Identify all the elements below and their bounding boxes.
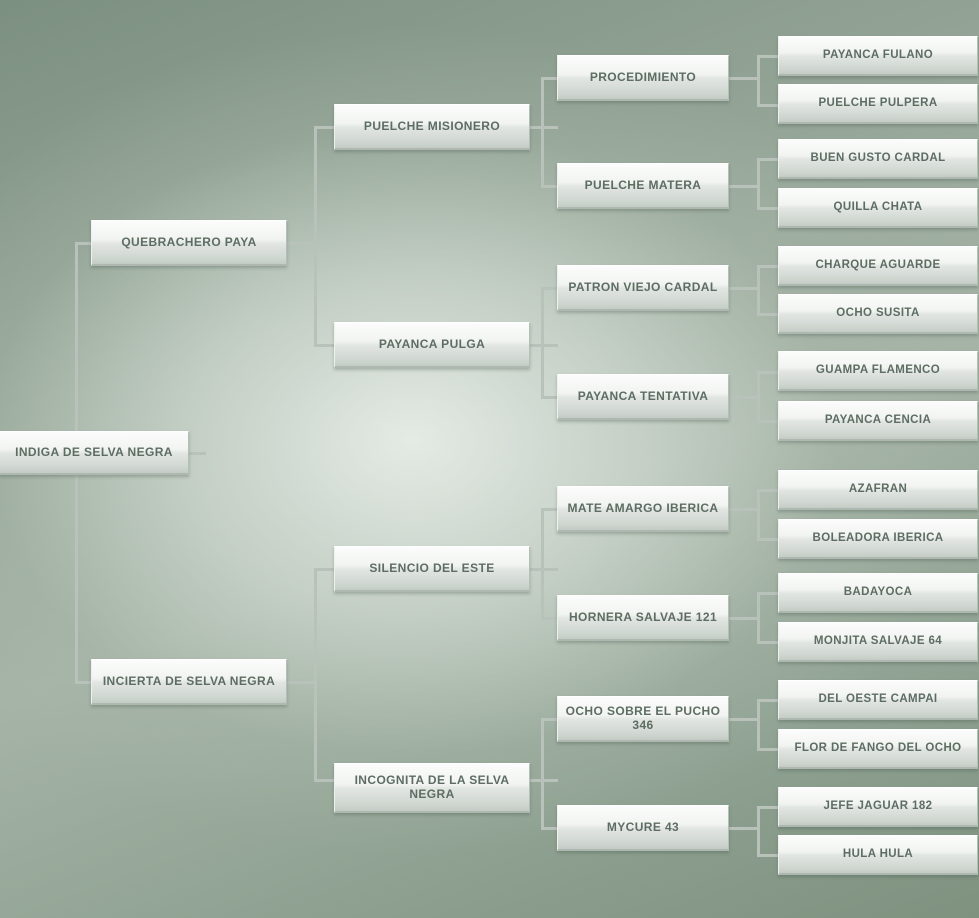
node-label: INDIGA DE SELVA NEGRA: [15, 444, 173, 459]
node-gen4-0[interactable]: [778, 36, 978, 76]
connector: [541, 617, 558, 620]
connector: [530, 779, 558, 782]
connector: [729, 827, 759, 830]
connector: [286, 242, 316, 245]
node-gen3-5[interactable]: [557, 595, 729, 641]
node-label: PAYANCA CENCIA: [824, 413, 932, 426]
connector: [541, 396, 558, 399]
node-gen4-12[interactable]: [778, 680, 978, 720]
node-label: PAYANCA FULANO: [822, 48, 934, 61]
node-gen3-7[interactable]: [557, 805, 729, 851]
connector: [541, 827, 558, 830]
node-gen3-4[interactable]: [557, 486, 729, 532]
connector: [757, 371, 779, 374]
node-label: MYCURE 43: [606, 819, 680, 834]
connector: [729, 185, 759, 188]
node-gen3-3[interactable]: [557, 374, 729, 420]
connector: [541, 77, 544, 186]
connector: [757, 420, 779, 423]
node-gen2-1[interactable]: [334, 322, 530, 368]
connector: [757, 265, 760, 314]
node-gen2-0[interactable]: [334, 104, 530, 150]
node-gen3-1[interactable]: [557, 163, 729, 209]
node-label: PROCEDIMIENTO: [589, 69, 697, 84]
node-gen4-10[interactable]: [778, 573, 978, 613]
connector: [757, 489, 779, 492]
connector: [757, 313, 779, 316]
connector: [757, 265, 779, 268]
connector: [729, 718, 759, 721]
connector: [314, 344, 334, 347]
node-label: PUELCHE MISIONERO: [363, 118, 501, 133]
node-label: PUELCHE MATERA: [584, 177, 702, 192]
connector: [541, 77, 558, 80]
connector: [757, 371, 760, 421]
node-gen4-5[interactable]: [778, 294, 978, 334]
node-label: SILENCIO DEL ESTE: [369, 560, 495, 575]
node-gen3-2[interactable]: [557, 265, 729, 311]
connector: [757, 806, 779, 809]
connector: [314, 126, 334, 129]
node-gen1-1[interactable]: [91, 659, 287, 705]
connector: [530, 126, 558, 129]
node-gen3-6[interactable]: [557, 696, 729, 742]
node-label: HORNERA SALVAJE 121: [568, 609, 718, 624]
connector: [314, 126, 317, 345]
node-gen4-14[interactable]: [778, 787, 978, 827]
node-label: BOLEADORA IBERICA: [812, 531, 944, 544]
node-gen4-6[interactable]: [778, 351, 978, 391]
node-label: JEFE JAGUAR 182: [823, 799, 933, 812]
node-gen4-3[interactable]: [778, 188, 978, 228]
node-gen2-3[interactable]: [334, 763, 530, 813]
connector: [757, 55, 760, 105]
connector: [757, 55, 779, 58]
node-label: BADAYOCA: [843, 585, 913, 598]
connector: [757, 158, 760, 208]
node-label: PAYANCA PULGA: [378, 336, 486, 351]
connector: [757, 489, 760, 539]
node-gen4-8[interactable]: [778, 470, 978, 510]
connector: [757, 207, 779, 210]
node-gen4-9[interactable]: [778, 519, 978, 559]
node-gen4-13[interactable]: [778, 729, 978, 769]
node-label: BUEN GUSTO CARDAL: [810, 151, 946, 164]
connector: [541, 185, 558, 188]
node-gen2-2[interactable]: [334, 546, 530, 592]
node-label: FLOR DE FANGO DEL OCHO: [794, 741, 962, 754]
node-gen4-1[interactable]: [778, 84, 978, 124]
node-gen3-0[interactable]: [557, 55, 729, 101]
node-label: MATE AMARGO IBERICA: [567, 500, 719, 515]
connector: [757, 158, 779, 161]
node-label: CHARQUE AGUARDE: [815, 258, 941, 271]
node-root[interactable]: [0, 431, 189, 475]
node-label: QUILLA CHATA: [833, 200, 923, 213]
connector: [314, 568, 317, 780]
connector: [541, 287, 558, 290]
connector: [541, 508, 558, 511]
node-label: GUAMPA FLAMENCO: [815, 363, 941, 376]
node-label: INCOGNITA DE LA SELVA NEGRA: [354, 772, 510, 801]
node-label: HULA HULA: [842, 847, 914, 860]
node-label: OCHO SOBRE EL PUCHO 346: [565, 703, 721, 732]
node-gen4-2[interactable]: [778, 139, 978, 179]
connector: [530, 568, 558, 571]
connector: [541, 718, 558, 721]
node-label: PATRON VIEJO CARDAL: [568, 279, 718, 294]
connector: [757, 641, 779, 644]
connector: [757, 592, 779, 595]
connector: [729, 617, 759, 620]
connector: [757, 699, 760, 749]
node-label: MONJITA SALVAJE 64: [813, 634, 943, 647]
connector: [729, 77, 759, 80]
node-label: PUELCHE PULPERA: [818, 96, 938, 109]
connector: [757, 748, 779, 751]
node-gen1-0[interactable]: [91, 220, 287, 266]
connector: [190, 452, 206, 455]
connector: [541, 718, 544, 827]
connector: [757, 806, 760, 855]
connector: [757, 699, 779, 702]
node-label: PAYANCA TENTATIVA: [577, 388, 709, 403]
node-label: QUEBRACHERO PAYA: [121, 234, 257, 249]
node-label: DEL OESTE CAMPAI: [818, 692, 938, 705]
node-gen4-15[interactable]: [778, 835, 978, 875]
connector: [729, 396, 759, 399]
node-gen4-7[interactable]: [778, 401, 978, 441]
connector: [314, 568, 334, 571]
connector: [729, 287, 759, 290]
connector: [757, 854, 779, 857]
connector: [530, 344, 558, 347]
connector: [757, 104, 779, 107]
connector: [286, 681, 316, 684]
connector: [314, 779, 334, 782]
connector: [757, 592, 760, 642]
node-label: OCHO SUSITA: [836, 306, 920, 319]
node-label: INCIERTA DE SELVA NEGRA: [102, 673, 276, 688]
node-label: AZAFRAN: [848, 482, 908, 495]
connector: [729, 508, 759, 511]
connector: [541, 287, 544, 396]
node-gen4-11[interactable]: [778, 622, 978, 662]
connector: [541, 508, 544, 617]
connector: [757, 538, 779, 541]
node-gen4-4[interactable]: [778, 246, 978, 286]
